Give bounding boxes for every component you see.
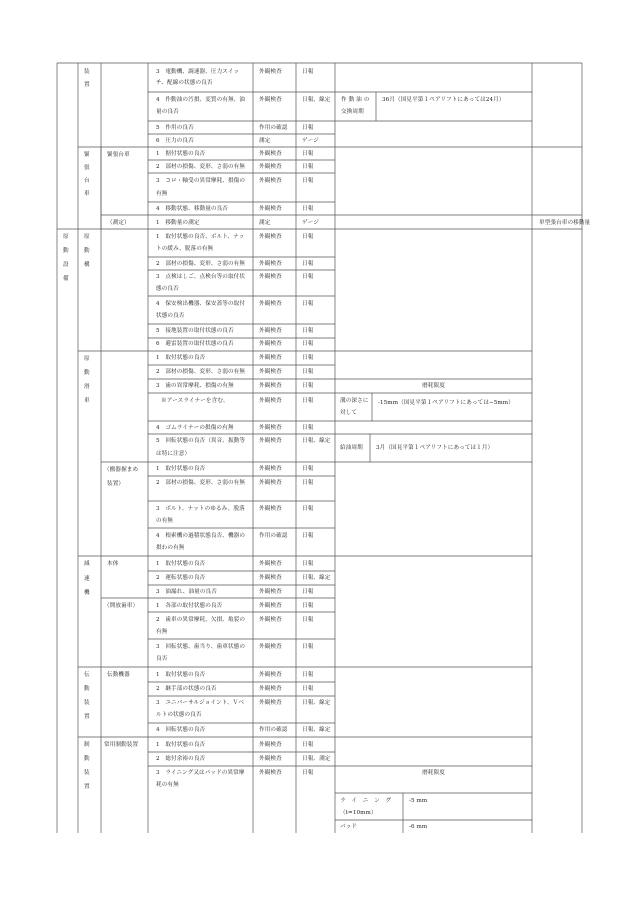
item-text: 有無: [156, 629, 168, 635]
item-method: 外観検査: [259, 575, 282, 581]
item-text: 1 取付状態の良否: [156, 672, 206, 678]
item-text: 4 保安検出機器、保安蓋等の取付: [156, 301, 246, 307]
item-text: 5 接地装置の取付状態の良否: [156, 328, 234, 334]
item-method: 外観検査: [259, 206, 282, 212]
item-method: 外観検査: [259, 506, 282, 512]
col1-label: 設: [63, 262, 69, 268]
item-method: 外観検査: [259, 603, 282, 609]
col3-label: 本体: [107, 561, 119, 567]
item-text: トの緩み、脱落の有無: [156, 246, 214, 252]
item-frequency: 日報: [302, 301, 314, 307]
item-text: 1 各部の取付状態の良否: [156, 603, 223, 609]
item-frequency: 日報: [302, 770, 314, 776]
item-text: 6 避雷装置の取付状態の良否: [156, 341, 234, 347]
item-frequency: 日報: [302, 742, 314, 748]
note-value: 36月（国見平第１ペアリフトにあっては24月）: [382, 97, 505, 103]
item-method: 外観検査: [259, 425, 282, 431]
note-label: パッド: [340, 824, 358, 830]
item-text: 3 ユニバーサルジョイント、Ｖベ: [156, 700, 245, 706]
note-label: （t=10mm）: [340, 810, 377, 816]
item-method: 作用の確認: [259, 125, 288, 131]
item-method: 外観検査: [259, 617, 282, 623]
col2-label: 制: [84, 742, 90, 748]
item-method: 外観検査: [259, 466, 282, 472]
item-method: 外観検査: [259, 369, 282, 375]
col3-label: （開放歯車）: [104, 603, 139, 609]
item-method: 外観検査: [259, 561, 282, 567]
item-method: 外観検査: [259, 672, 282, 678]
item-text: 損わの有無: [156, 545, 185, 551]
item-frequency: 日報: [302, 369, 314, 375]
col2-label: 装: [84, 700, 90, 706]
item-method: 外観検査: [259, 756, 282, 762]
col3-label: 常用制動装置: [104, 742, 139, 748]
note-label: 溝の深さに: [340, 398, 369, 404]
item-text: 1 据付状態の良否: [156, 151, 206, 157]
note-heading: 磨耗限度: [422, 383, 445, 389]
col2-label: 原: [84, 356, 90, 362]
item-frequency: 日報: [302, 533, 314, 539]
item-text: 3 ボルト、ナットのゆるみ、脱落: [156, 506, 245, 512]
item-text: 量の良否: [156, 109, 179, 115]
item-text: 2 部材の損傷、変形、さ弱の有無: [156, 480, 246, 486]
item-text: 有無: [156, 191, 168, 197]
item-method: 外観検査: [259, 234, 282, 240]
item-text: 4 ゴムライナーの損傷の有無: [156, 425, 234, 431]
item-method: 外観検査: [259, 742, 282, 748]
item-frequency: ゲージ: [302, 138, 319, 144]
item-text: 1 取付状態の良否: [156, 561, 206, 567]
note-label: 交換周期: [341, 109, 364, 115]
note-label: 対して: [340, 410, 358, 416]
col3-label: （測定）: [107, 220, 130, 226]
item-text: 3 ライニング又はパッドの異常摩: [156, 770, 245, 776]
item-text: 6 圧力の良否: [156, 138, 194, 144]
item-frequency: 日報: [302, 644, 314, 650]
item-method: 外観検査: [259, 164, 282, 170]
item-method: 作用の確認: [259, 727, 288, 733]
item-text: 良否: [156, 656, 168, 662]
item-frequency: 日報、線定: [302, 97, 331, 103]
item-frequency: 日報: [302, 672, 314, 678]
col2-label: 伝: [84, 672, 90, 678]
note-value: -6 mm: [409, 824, 428, 830]
col2-label: 車: [84, 191, 90, 197]
item-method: 外観検査: [259, 355, 282, 361]
item-frequency: 日報: [302, 480, 314, 486]
item-frequency: 日報: [302, 261, 314, 267]
item-text: 2 部材の損傷、変形、さ弱の有無: [156, 369, 246, 375]
note-label: ラ イ ニ ン グ: [340, 798, 392, 804]
item-method: 外観検査: [259, 644, 282, 650]
col2-label: 台: [84, 178, 90, 184]
item-method: 外観検査: [259, 261, 282, 267]
item-frequency: 日報: [302, 178, 314, 184]
item-frequency: 日報: [302, 589, 314, 595]
col2-label: 原: [84, 234, 90, 240]
col1-label: 原: [63, 234, 69, 240]
item-method: 外観検査: [259, 700, 282, 706]
col2-label: 張: [84, 165, 90, 171]
item-text: 2 継手部の状態の良否: [156, 686, 217, 692]
item-method: 外観検査: [259, 97, 282, 103]
item-text: 4 作動油の汚損、変質の有無、油: [156, 97, 246, 103]
item-text: 3 回転状態、歯当り、歯車状態の: [156, 644, 246, 650]
item-frequency: 日報: [302, 341, 314, 347]
col2-label: 機: [84, 590, 90, 596]
item-text: 5 作用の良否: [156, 125, 194, 131]
col2-label: 構: [84, 262, 90, 268]
col3-label: 緊張台車: [107, 152, 130, 158]
item-frequency: 日報: [302, 686, 314, 692]
item-frequency: 日報、線定: [302, 727, 331, 733]
item-method: 外観検査: [259, 69, 282, 75]
item-method: 外観検査: [259, 341, 282, 347]
item-frequency: 日報: [302, 561, 314, 567]
col2-label: 滑: [84, 384, 90, 390]
item-text: 1 取付状態の良否: [156, 466, 206, 472]
col2-label: 速: [84, 576, 90, 582]
col2-label: 置: [84, 714, 90, 720]
item-method: 外観検査: [259, 383, 282, 389]
item-text: 3 コロ・軸受の異常摩耗、損傷の: [156, 178, 246, 184]
item-method: 測定: [259, 220, 271, 226]
item-text: チ、配線の状態の良否: [156, 80, 213, 86]
item-frequency: 日報、測定: [302, 756, 331, 762]
col2-label: 置: [84, 82, 90, 88]
item-method: 外観検査: [259, 770, 282, 776]
note-remark: 単型張台車の移動量: [539, 220, 591, 226]
item-method: 外観検査: [259, 274, 282, 280]
item-frequency: ゲージ: [302, 220, 319, 226]
item-text: 3 電動機、調速器、圧力スイッ: [156, 69, 240, 75]
note-label: 給油周期: [340, 445, 363, 451]
col1-label: 備: [63, 276, 69, 282]
col1-label: 動: [63, 248, 69, 254]
col3-label: 装置）: [107, 481, 125, 487]
item-text: 5 回転状態の良否（異音、振動等: [156, 438, 246, 444]
item-text: 2 運転状態の良否: [156, 575, 206, 581]
item-text: 4 根索機の過積状態良否、機器の: [156, 533, 246, 539]
item-frequency: 日報: [302, 617, 314, 623]
item-frequency: 日報: [302, 274, 314, 280]
item-frequency: 日報: [302, 206, 314, 212]
col2-label: 減: [84, 561, 90, 567]
col2-label: 動: [84, 686, 90, 692]
note-value: 3月（国見平第１ペアリフトにあっては１月）: [376, 445, 494, 451]
col3-label: 伝動機器: [107, 672, 130, 678]
item-text: 3 点検はしご、点検台等の取付状: [156, 274, 246, 280]
item-method: 外観検査: [259, 480, 282, 486]
item-frequency: 日報: [302, 164, 314, 170]
item-method: 外観検査: [259, 301, 282, 307]
item-text: 3 油漏れ、油量の良否: [156, 589, 217, 595]
col2-label: 車: [84, 398, 90, 404]
item-frequency: 日報: [302, 69, 314, 75]
item-method: 外観検査: [259, 178, 282, 184]
note-value: -15mm（国見平第１ペアリフトにあっては−5mm）: [378, 400, 514, 406]
item-method: 外観検査: [259, 589, 282, 595]
item-method: 作用の確認: [259, 533, 288, 539]
item-text: 1 取付状態の良否、ボルト、ナッ: [156, 234, 245, 240]
item-frequency: 日報: [302, 398, 314, 404]
item-text: 2 歯車の異常摩耗、欠損、亀裂の: [156, 617, 246, 623]
item-text: 2 総付余裕の良否: [156, 756, 206, 762]
item-text: 4 移動状態、移動量の良否: [156, 206, 228, 212]
item-text: 1 移動量の測定: [156, 220, 200, 226]
col3-label: （搬器握まめ: [104, 467, 139, 473]
item-text: 2 部材の損傷、変形、さ弱の有無: [156, 261, 246, 267]
item-text: ルトの状態の良否: [156, 712, 202, 718]
item-frequency: 日報: [302, 383, 314, 389]
item-text: 1 取付状態の良否: [156, 742, 206, 748]
item-text: 2 部材の損傷、変形、さ弱の有無: [156, 164, 246, 170]
col2-label: 動: [84, 370, 90, 376]
note-heading: 磨耗限度: [422, 770, 445, 776]
item-text: は特に注意）: [156, 451, 191, 457]
item-method: 外観検査: [259, 398, 282, 404]
col2-label: 緊: [84, 152, 90, 158]
item-frequency: 日報: [302, 125, 314, 131]
item-frequency: 日報: [302, 328, 314, 334]
item-frequency: 日報: [302, 425, 314, 431]
item-text: ※アースライナーを含む。: [161, 398, 229, 404]
item-frequency: 日報、線定: [302, 438, 331, 444]
item-frequency: 日報: [302, 355, 314, 361]
item-frequency: 日報: [302, 151, 314, 157]
item-frequency: 日報、線定: [302, 700, 331, 706]
item-text: 3 歯の異常摩耗、損傷の有無: [156, 383, 234, 389]
item-method: 外観検査: [259, 328, 282, 334]
item-method: 測定: [259, 138, 271, 144]
item-frequency: 日報、線定: [302, 575, 331, 581]
item-method: 外観検査: [259, 151, 282, 157]
col2-label: 動: [84, 248, 90, 254]
item-text: の有無: [156, 518, 174, 524]
item-frequency: 日報: [302, 234, 314, 240]
item-frequency: 日報: [302, 603, 314, 609]
note-value: -5 mm: [409, 798, 428, 804]
item-text: 4 回転状態の良否: [156, 727, 206, 733]
item-text: 状態の良否: [156, 313, 185, 319]
col2-label: 装: [84, 770, 90, 776]
item-frequency: 日報: [302, 506, 314, 512]
item-method: 外観検査: [259, 438, 282, 444]
col2-label: 置: [84, 784, 90, 790]
item-text: 1 取付状態の良否: [156, 355, 206, 361]
item-method: 外観検査: [259, 686, 282, 692]
col2-label: 動: [84, 756, 90, 762]
item-text: 態の良否: [156, 286, 179, 292]
col2-label: 装: [84, 69, 90, 75]
item-frequency: 日報: [302, 466, 314, 472]
item-text: 耗の有無: [156, 782, 179, 788]
note-label: 作 動 油 の: [341, 97, 370, 103]
